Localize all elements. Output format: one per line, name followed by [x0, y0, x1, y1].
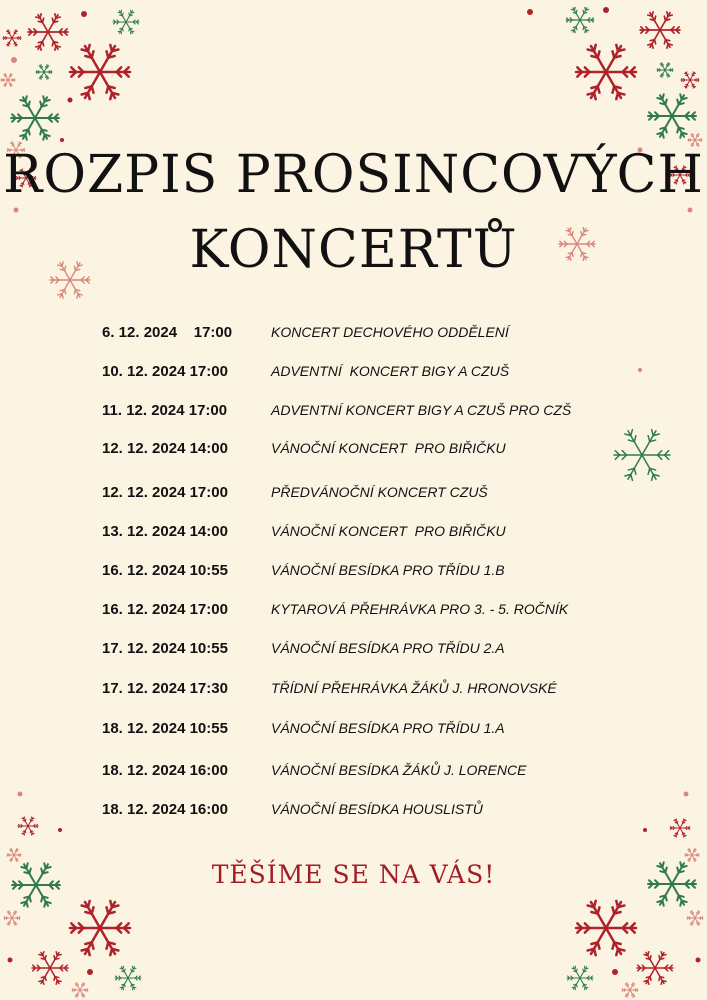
- schedule-datetime: 16. 12. 2024 17:00: [102, 601, 228, 618]
- snowflake-icon: [640, 12, 680, 48]
- schedule-row: [0, 363, 707, 385]
- snowflake-icon: [36, 65, 52, 79]
- decor-dot: [18, 792, 23, 797]
- footer-greeting: TĚŠÍME SE NA VÁS!: [211, 860, 496, 889]
- decor-dot: [612, 969, 618, 975]
- snowflake-icon: [28, 14, 68, 50]
- snowflake-icon: [3, 30, 21, 46]
- title-line-2: KONCERTŮ: [189, 220, 518, 280]
- snowflake-icon: [648, 94, 696, 137]
- decor-dot: [603, 7, 609, 13]
- schedule-event: ADVENTNÍ KONCERT BIGY A CZUŠ PRO CZŠ: [271, 402, 572, 418]
- schedule-row: [0, 484, 707, 506]
- title-line-1: ROZPIS PROSINCOVÝCH: [3, 145, 704, 205]
- snowflake-icon: [115, 966, 141, 990]
- decor-dot: [643, 828, 647, 832]
- snowflake-icon: [70, 45, 130, 99]
- decor-dot: [696, 958, 701, 963]
- schedule-event: ADVENTNÍ KONCERT BIGY A CZUŠ: [271, 363, 510, 379]
- snowflake-icon: [657, 63, 673, 77]
- schedule-datetime: 17. 12. 2024 17:30: [102, 680, 228, 697]
- decor-dot: [81, 11, 87, 17]
- decor-dot: [8, 958, 13, 963]
- snowflake-icon: [681, 72, 699, 88]
- schedule-datetime: 17. 12. 2024 10:55: [102, 640, 228, 657]
- schedule-row: [0, 440, 707, 462]
- schedule-event: KYTAROVÁ PŘEHRÁVKA PRO 3. - 5. ROČNÍK: [271, 601, 569, 617]
- schedule-event: KONCERT DECHOVÉHO ODDĚLENÍ: [271, 324, 509, 340]
- schedule-datetime: 11. 12. 2024 17:00: [102, 402, 228, 419]
- schedule-row: [0, 720, 707, 742]
- schedule-event: VÁNOČNÍ BESÍDKA HOUSLISTŮ: [271, 801, 483, 817]
- decor-dot: [60, 138, 64, 142]
- snowflake-icon: [1, 74, 15, 87]
- schedule-event: VÁNOČNÍ BESÍDKA PRO TŘÍDU 1.B: [271, 562, 505, 578]
- snowflake-icon: [622, 983, 638, 997]
- snowflake-icon: [4, 911, 20, 925]
- decor-dot: [14, 208, 19, 213]
- schedule-datetime: 16. 12. 2024 10:55: [102, 562, 228, 579]
- schedule-event: VÁNOČNÍ BESÍDKA PRO TŘÍDU 1.A: [271, 720, 505, 736]
- schedule-row: [0, 801, 707, 823]
- schedule-row: [0, 402, 707, 424]
- schedule-datetime: 13. 12. 2024 14:00: [102, 523, 228, 540]
- schedule-row: [0, 523, 707, 545]
- schedule-event: VÁNOČNÍ BESÍDKA PRO TŘÍDU 2.A: [271, 640, 505, 656]
- snowflake-icon: [70, 901, 130, 955]
- snowflake-icon: [576, 901, 636, 955]
- schedule-datetime: 12. 12. 2024 14:00: [102, 440, 228, 457]
- schedule-row: [0, 640, 707, 662]
- snowflake-icon: [566, 7, 594, 32]
- schedule-event: VÁNOČNÍ BESÍDKA ŽÁKŮ J. LORENCE: [271, 762, 527, 778]
- schedule-row: [0, 680, 707, 702]
- schedule-event: VÁNOČNÍ KONCERT PRO BIŘIČKU: [271, 440, 506, 456]
- schedule-row: [0, 601, 707, 623]
- decor-dot: [11, 57, 17, 63]
- schedule-event: VÁNOČNÍ KONCERT PRO BIŘIČKU: [271, 523, 506, 539]
- snowflake-icon: [576, 45, 636, 99]
- decor-dot: [527, 9, 533, 15]
- schedule-datetime: 10. 12. 2024 17:00: [102, 363, 228, 380]
- decor-dot: [58, 828, 62, 832]
- schedule-event: PŘEDVÁNOČNÍ KONCERT CZUŠ: [271, 484, 488, 500]
- schedule-datetime: 6. 12. 2024 17:00: [102, 324, 233, 341]
- decor-dot: [688, 208, 693, 213]
- schedule-datetime: 18. 12. 2024 16:00: [102, 762, 228, 779]
- schedule-datetime: 18. 12. 2024 16:00: [102, 801, 228, 818]
- snowflake-icon: [11, 96, 59, 139]
- schedule-row: [0, 762, 707, 784]
- schedule-row: [0, 324, 707, 346]
- decor-dot: [87, 969, 93, 975]
- schedule-event: TŘÍDNÍ PŘEHRÁVKA ŽÁKŮ J. HRONOVSKÉ: [271, 680, 557, 696]
- snowflake-icon: [637, 952, 673, 985]
- snowflake-icon: [687, 911, 703, 925]
- decor-dot: [68, 98, 73, 103]
- schedule-datetime: 18. 12. 2024 10:55: [102, 720, 228, 737]
- snowflake-icon: [72, 983, 88, 997]
- schedule-datetime: 12. 12. 2024 17:00: [102, 484, 228, 501]
- snowflake-icon: [113, 10, 139, 34]
- decor-dot: [684, 792, 689, 797]
- snowflake-icon: [567, 966, 593, 990]
- snowflake-icon: [32, 952, 68, 985]
- schedule-row: [0, 562, 707, 584]
